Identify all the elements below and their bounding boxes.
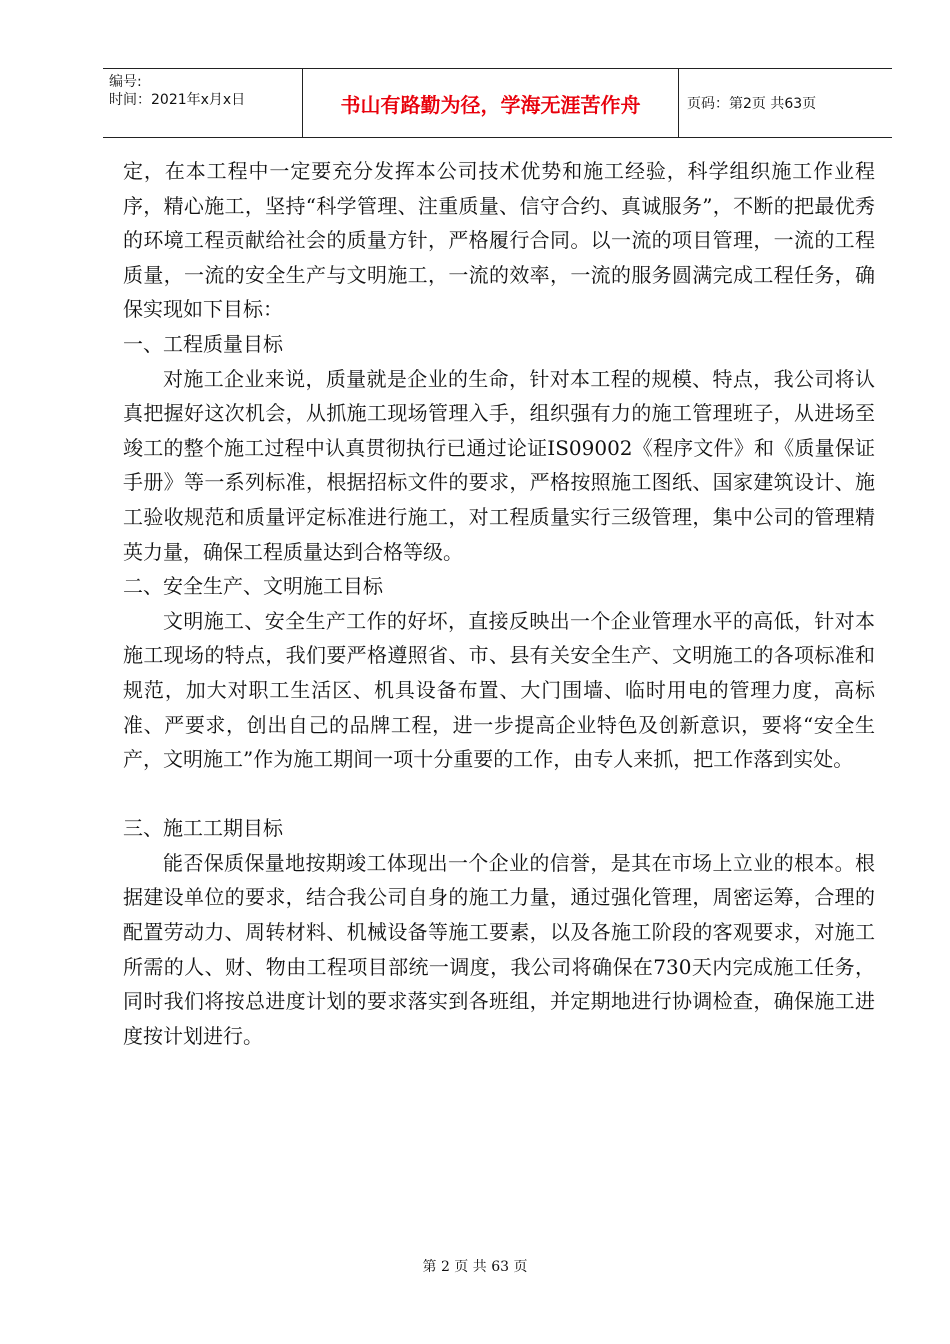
paragraph-schedule: 能否保质保量地按期竣工体现出一个企业的信誉，是其在市场上立业的根本。根据建设单位的要求，结合我公司自身的施工力量，通过强化管理，周密运筹，合理的配置劳动力、周转材料、机械设备等施工要素，以及各施工阶段的客观要求，对施工所需的人、财、物由工程项目部统一调度，我公司将确保在730天内完成施工任务，同时我们将按总进度计划的要求落实到各班组，并定期地进行协调检查，确保施工进度按计划进行。 xyxy=(123,850,875,1048)
paragraph-safety: 文明施工、安全生产工作的好坏，直接反映出一个企业管理水平的高低，针对本施工现场的特点，我们要严格遵照省、市、县有关安全生产、文明施工的各项标准和规范，加大对职工生活区、机具设备布置、大门围墙、临时用电的管理力度，高标准、严要求，创出自己的品牌工程，进一步提高企业特色及创新意识，要将“安全生产，文明施工”作为施工期间一项十分重要的工作，由专人来抓，把工作落到实处。 xyxy=(123,608,875,772)
header-meta xyxy=(103,69,303,137)
document-body xyxy=(123,154,875,1053)
page-footer: 第 2 页 共 63 页 xyxy=(422,1259,528,1275)
section-heading-quality: 一、工程质量目标 xyxy=(123,331,283,356)
document-header xyxy=(103,68,892,138)
paragraph-quality: 对施工企业来说，质量就是企业的生命，针对本工程的规模、特点，我公司将认真把握好这次机会，从抓施工现场管理入手，组织强有力的施工管理班子，从进场至竣工的整个施工过程中认真贯彻执行已通过论证IS09002《程序文件》和《质量保证手册》等一系列标准，根据招标文件的要求，严格按照施工图纸、国家建筑设计、施工验收规范和质量评定标准进行施工，对工程质量实行三级管理，集中公司的管理精英力量，确保工程质量达到合格等级。 xyxy=(123,366,875,564)
time-label: 时间：2021年x月x日 xyxy=(109,92,246,108)
header-motto: 书山有路勤为径，学海无涯苦作舟 xyxy=(303,69,679,137)
paragraph-intro: 定，在本工程中一定要充分发挥本公司技术优势和施工经验，科学组织施工作业程序，精心施工，坚持“科学管理、注重质量、信守合约、真诚服务”，不断的把最优秀的环境工程贡献给社会的质量方针，严格履行合同。以一流的项目管理，一流的工程质量，一流的安全生产与文明施工，一流的效率，一流的服务圆满完成工程任务，确保实现如下目标： xyxy=(123,159,875,322)
section-heading-safety: 二、安全生产、文明施工目标 xyxy=(123,574,383,599)
blank-line xyxy=(123,777,875,812)
section-heading-schedule: 三、施工工期目标 xyxy=(123,816,283,841)
header-page-info: 页码：第2页 共63页 xyxy=(687,96,817,112)
number-label: 编号: xyxy=(109,74,142,90)
